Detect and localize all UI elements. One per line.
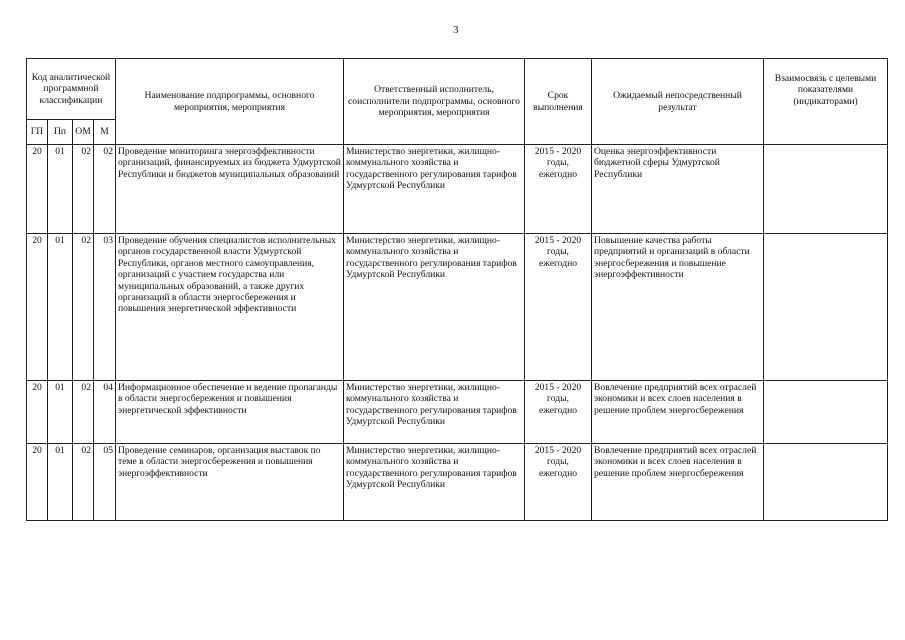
cell-term: 2015 - 2020 годы, ежегодно — [525, 145, 592, 234]
cell-term: 2015 - 2020 годы, ежегодно — [525, 234, 592, 381]
cell-gp: 20 — [27, 145, 48, 234]
table-row — [27, 381, 888, 444]
cell-name: Проведение мониторинга энергоэффективности организаций, финансируемых из бюджета Удмуртской Республики и бюджетов муниципальных образований — [116, 145, 344, 234]
cell-result: Оценка энергоэффективности бюджетной сферы Удмуртской Республики — [592, 145, 764, 234]
header-code-gp: ГП — [27, 120, 48, 145]
cell-relation — [764, 145, 888, 234]
cell-pp: 01 — [48, 234, 73, 381]
table-row — [27, 444, 888, 521]
header-code-group: Код аналитической программной классификации — [27, 59, 116, 120]
cell-responsible: Министерство энергетики, жилищно-коммунального хозяйства и государственного регулирования тарифов Удмуртской Республики — [344, 444, 525, 521]
cell-om: 02 — [73, 444, 94, 521]
cell-relation — [764, 444, 888, 521]
cell-term: 2015 - 2020 годы, ежегодно — [525, 444, 592, 521]
page-number: 3 — [453, 24, 459, 36]
header-term: Срок выполнения — [525, 59, 592, 145]
cell-om: 02 — [73, 381, 94, 444]
table-row — [27, 145, 888, 234]
header-responsible: Ответственный исполнитель, соисполнители подпрограммы, основного мероприятия, мероприятия — [344, 59, 525, 145]
cell-m: 02 — [94, 145, 116, 234]
cell-pp: 01 — [48, 145, 73, 234]
cell-pp: 01 — [48, 381, 73, 444]
header-code-m: М — [94, 120, 116, 145]
cell-om: 02 — [73, 234, 94, 381]
cell-name: Проведение обучения специалистов исполнительных органов государственной власти Удмуртской Республики, органов местного самоуправления, организаций с участием государства или муниципальных образований, а также других организаций в области энергосбережения и повышения энергетической эффективности — [116, 234, 344, 381]
cell-responsible: Министерство энергетики, жилищно-коммунального хозяйства и государственного регулирования тарифов Удмуртской Республики — [344, 234, 525, 381]
cell-gp: 20 — [27, 444, 48, 521]
cell-om: 02 — [73, 145, 94, 234]
header-code-pp: Пп — [48, 120, 73, 145]
cell-name: Информационное обеспечение и ведение пропаганды в области энергосбережения и повышения энергетической эффективности — [116, 381, 344, 444]
cell-gp: 20 — [27, 381, 48, 444]
header-row — [27, 59, 888, 120]
header-code-om: ОМ — [73, 120, 94, 145]
header-result: Ожидаемый непосредственный результат — [592, 59, 764, 145]
cell-m: 04 — [94, 381, 116, 444]
cell-responsible: Министерство энергетики, жилищно-коммунального хозяйства и государственного регулирования тарифов Удмуртской Республики — [344, 145, 525, 234]
program-table — [26, 58, 888, 521]
cell-m: 03 — [94, 234, 116, 381]
cell-pp: 01 — [48, 444, 73, 521]
cell-term: 2015 - 2020 годы, ежегодно — [525, 381, 592, 444]
cell-gp: 20 — [27, 234, 48, 381]
cell-result: Повышение качества работы предприятий и организаций в области энергосбережения и повышение энергоэффективности — [592, 234, 764, 381]
header-name: Наименование подпрограммы, основного мероприятия, мероприятия — [116, 59, 344, 145]
cell-relation — [764, 381, 888, 444]
cell-relation — [764, 234, 888, 381]
cell-responsible: Министерство энергетики, жилищно-коммунального хозяйства и государственного регулирования тарифов Удмуртской Республики — [344, 381, 525, 444]
header-relation: Взаимосвязь с целевыми показателями (индикаторами) — [764, 59, 888, 145]
cell-result: Вовлечение предприятий всех отраслей экономики и всех слоев населения в решение проблем энергосбережения — [592, 444, 764, 521]
table-row — [27, 234, 888, 381]
cell-result: Вовлечение предприятий всех отраслей экономики и всех слоев населения в решение проблем энергосбережения — [592, 381, 764, 444]
cell-m: 05 — [94, 444, 116, 521]
cell-name: Проведение семинаров, организация выставок по теме в области энергосбережения и повышения энергоэффективности — [116, 444, 344, 521]
